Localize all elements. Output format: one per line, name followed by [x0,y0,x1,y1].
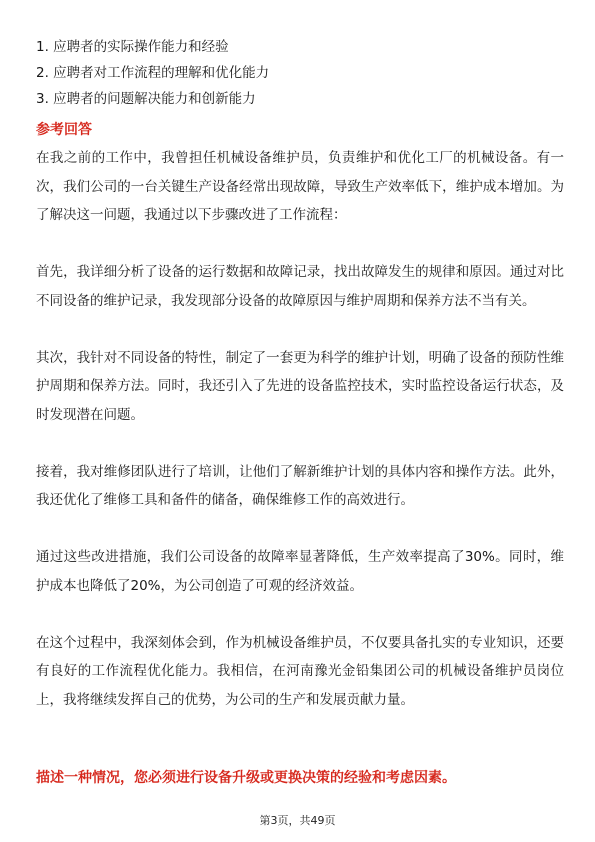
criteria-item: 1. 应聘者的实际操作能力和经验 [36,39,229,55]
page-footer: 第3页，共49页 [259,814,336,827]
answer-paragraph: 通过这些改进措施，我们公司设备的故障率显著降低，生产效率提高了30%。同时，维护成本也降低了20%，为公司创造了可观的经济效益。 [36,549,564,594]
evaluation-criteria-list [36,34,566,112]
reference-answer-heading: 参考回答 [36,122,92,138]
next-question-heading: 描述一种情况，您必须进行设备升级或更换决策的经验和考虑因素。 [36,770,456,786]
criteria-item: 3. 应聘者的问题解决能力和创新能力 [36,91,256,107]
answer-paragraph: 在这个过程中，我深刻体会到，作为机械设备维护员，不仅要具备扎实的专业知识，还要有良好的工作流程优化能力。我相信，在河南豫光金铅集团公司的机械设备维护员岗位上，我将继续发挥自己的优势，为公司的生产和发展贡献力量。 [36,634,564,708]
answer-paragraph: 接着，我对维修团队进行了培训，让他们了解新维护计划的具体内容和操作方法。此外，我还优化了维修工具和备件的储备，确保维修工作的高效进行。 [36,463,564,508]
criteria-item: 2. 应聘者对工作流程的理解和优化能力 [36,65,270,81]
answer-paragraph: 在我之前的工作中，我曾担任机械设备维护员，负责维护和优化工厂的机械设备。有一次，我们公司的一台关键生产设备经常出现故障，导致生产效率低下，维护成本增加。为了解决这一问题，我通过以下步骤改进了工作流程： [36,150,564,223]
answer-paragraph: 首先，我详细分析了设备的运行数据和故障记录，找出故障发生的规律和原因。通过对比不同设备的维护记录，我发现部分设备的故障原因与维护周期和保养方法不当有关。 [36,264,564,309]
reference-answer-body [36,144,564,714]
answer-paragraph: 其次，我针对不同设备的特性，制定了一套更为科学的维护计划，明确了设备的预防性维护周期和保养方法。同时，我还引入了先进的设备监控技术，实时监控设备运行状态，及时发现潜在问题。 [36,349,564,423]
